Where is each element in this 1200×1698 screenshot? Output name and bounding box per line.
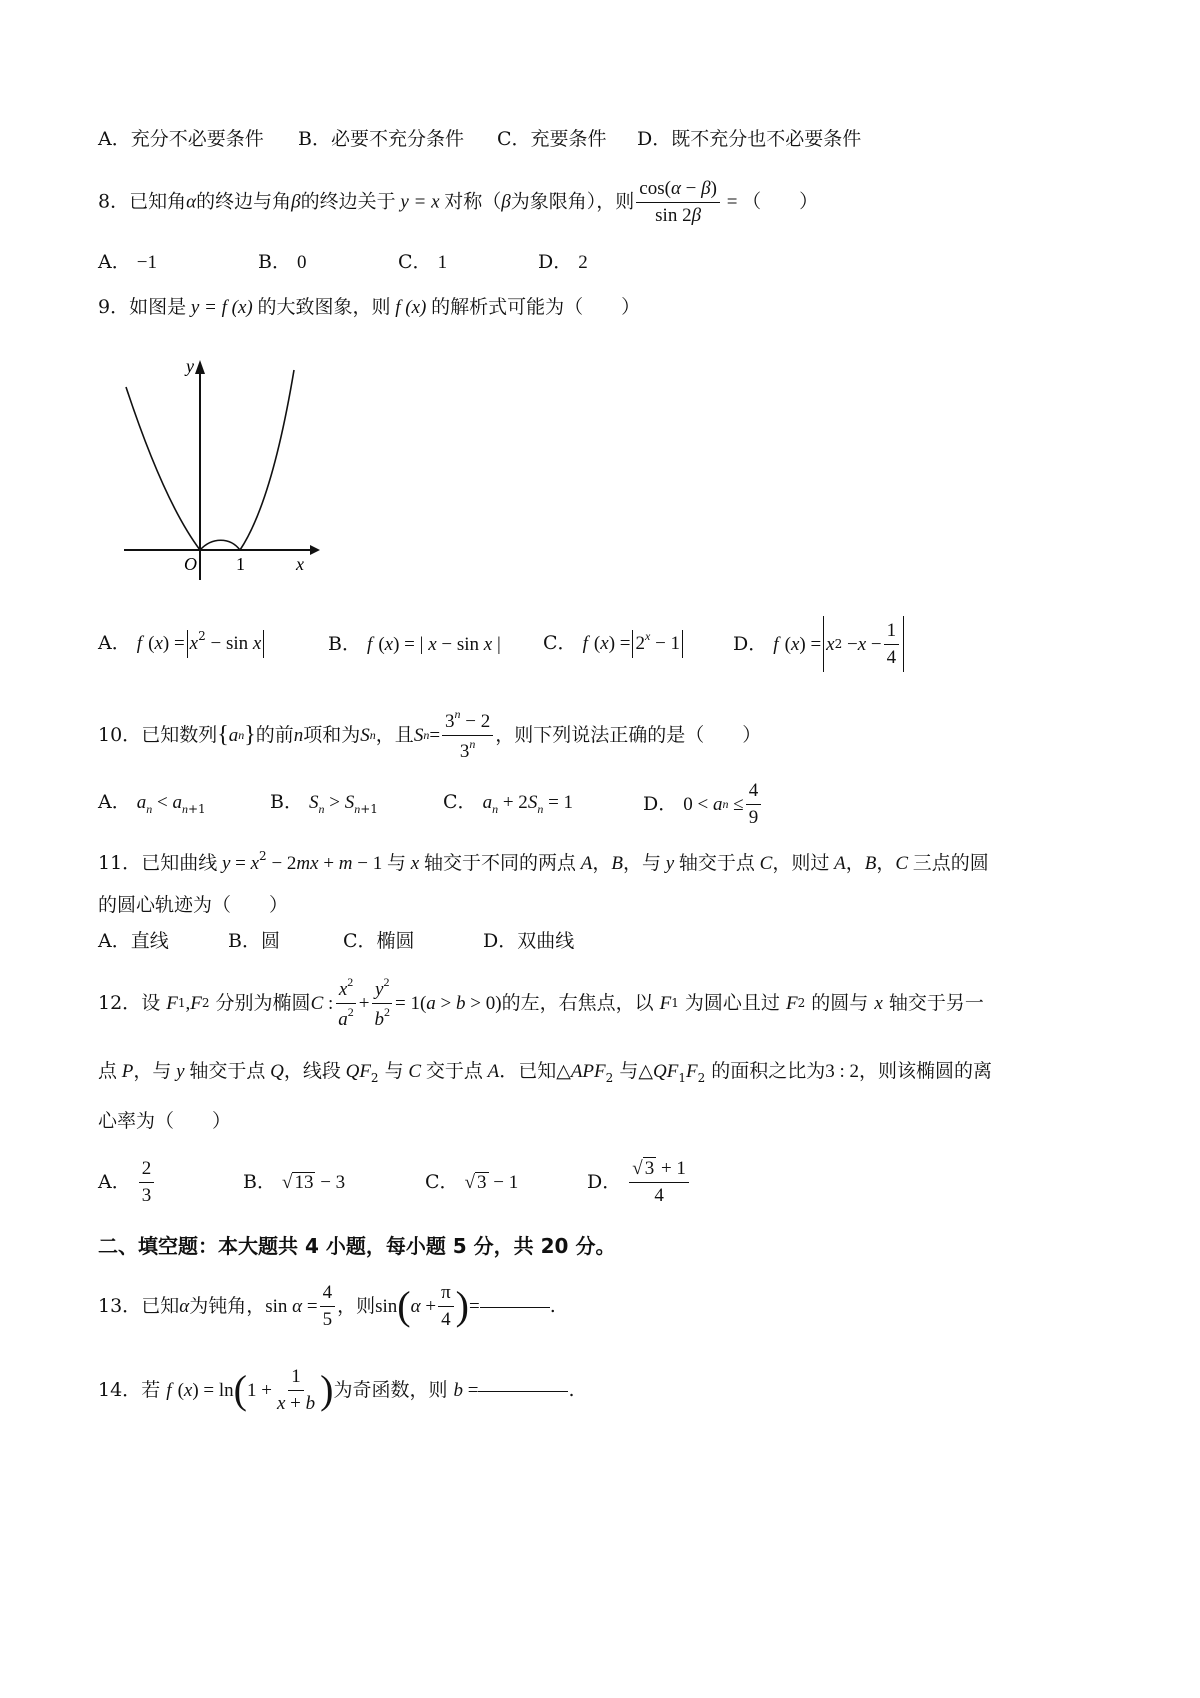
q8-paren: （ ）: [742, 190, 819, 213]
q8-beta: β: [291, 191, 301, 213]
q12-text: 的圆与: [811, 991, 869, 1014]
q12-text: ，与: [133, 1060, 172, 1082]
curve-hump: [200, 540, 240, 550]
q10-option-a: A． $a_n < a_{n+1}$: [98, 791, 206, 816]
q8-option-label: C．: [398, 251, 432, 273]
q10-option-d: D． 0 < a n ≤ $\frac{4}{9}$: [643, 780, 763, 829]
q12-options-row: [98, 1154, 691, 1210]
q13-answer-blank[interactable]: [480, 1305, 550, 1308]
y-axis-label: y: [186, 356, 194, 376]
curve-left-branch: [126, 387, 200, 550]
q10-option-c: C． $a_n + 2S_n = 1$: [443, 791, 574, 816]
q8-line-eq: y = x: [395, 191, 445, 213]
q12-option-label: C．: [425, 1171, 459, 1193]
q9-number: 9．: [98, 296, 130, 318]
q8-option-value: −1: [136, 252, 157, 273]
q11-options-row: [98, 932, 574, 951]
y-axis-arrow: [195, 360, 205, 374]
q9-option-c: C． f $(x) = 2^x - 1$: [543, 630, 733, 658]
q7-option-b: B．必要不充分条件: [298, 128, 464, 150]
q12-text: 轴交于另一: [888, 991, 984, 1014]
q8-text: 对称（: [444, 190, 502, 213]
q9-option-label: D．: [733, 632, 768, 655]
q9-option-d: D． f ( x ) = x 2 − x − $\frac{1}{4}$: [733, 616, 906, 672]
q9-option-a: A． f $(x) = x^2 - \sin x$: [98, 630, 328, 658]
q9-options-row: [98, 616, 906, 672]
q8-stem: [98, 178, 818, 227]
q11-option-c: C．椭圆: [343, 930, 415, 952]
q10-fraction: $\frac{3^n - 2}{3^n}$: [442, 708, 493, 763]
q10-text: 的前: [255, 723, 294, 746]
x-axis-label: x: [296, 554, 304, 574]
q10-option-label: C．: [443, 791, 477, 813]
q11-text: 轴交于不同的两点: [423, 852, 576, 874]
q10-options-row: [98, 776, 763, 832]
q8-text: 为象限角），则: [510, 190, 635, 213]
q12-stem-line2: 点 P，与 y 轴交于点 Q，线段 $QF_2$ 与 C 交于点 A．已知$\triangle APF_2$ 与$\triangle QF_1F_2$ 的面积之比为3 : 2，则该椭圆的离: [98, 1060, 993, 1085]
q11-text: 轴交于点: [678, 852, 755, 874]
q8-option-value: 2: [578, 252, 588, 273]
q7-option-c: C．充要条件: [497, 128, 607, 150]
q12-option-label: B．: [243, 1171, 276, 1193]
q11-text: 已知曲线: [141, 852, 218, 874]
q7-option-a: A．充分不必要条件: [98, 128, 264, 150]
q12-text: 与: [384, 1060, 404, 1082]
q12-stem: 12． 设 F 1 , F 2 分别为椭圆 C : $\frac{x^2}{a^2}$ + $\frac{y^2}{b^2}$ = 1( a > b > 0) 的左，右焦点，以 F 1 为圆心且过 F 2 的圆与 x 轴交于另一: [98, 974, 984, 1030]
origin-label: O: [184, 554, 197, 574]
q9-func: y = f (x): [186, 297, 258, 318]
q8-option-value: 1: [437, 252, 448, 273]
q10-option-b: B． $S_n > S_{n+1}$: [270, 791, 378, 816]
q14-number: 14．: [98, 1378, 142, 1401]
q10-text: ，且: [375, 723, 414, 746]
q10-text: ，则下列说法正确的是（ ）: [495, 723, 762, 746]
q11-stem: 11．已知曲线 $y = x^2 - 2mx + m - 1$ 与 x 轴交于不同的两点 A，B，与 y 轴交于点 C，则过 A，B，C 三点的圆: [98, 849, 989, 874]
section-2-heading: 二、填空题：本大题共 4 小题，每小题 5 分，共 20 分。: [98, 1234, 616, 1258]
q12-stem-line3: 心率为（ ）: [98, 1110, 232, 1132]
q9-func: f (x): [390, 297, 432, 318]
q12-option-b: B． √ 13 − 3: [243, 1171, 346, 1193]
q10-number: 10．: [98, 723, 142, 746]
q14-answer-blank[interactable]: [478, 1389, 568, 1392]
q8-option-a: [98, 253, 258, 272]
q12-option-d: D． $\frac{√ 3 + 1}{4}$: [587, 1157, 691, 1207]
q14-text: 为奇函数，则: [333, 1378, 448, 1401]
q8-options-row: [98, 253, 588, 272]
q8-option-c: [398, 253, 538, 272]
q12-text: ，则该椭圆的离: [859, 1060, 993, 1082]
q10-option-label: B．: [270, 791, 303, 813]
q12-text: 设: [141, 991, 161, 1014]
q10-stem: 10． 已知数列 { a n } 的前 n 项和为 S n ，且 S n = $\frac{3^n - 2}{3^n}$ ，则下列说法正确的是（ ）: [98, 706, 762, 762]
q10-sequence: {: [217, 722, 229, 748]
q14-end: .: [568, 1378, 575, 1401]
q12-number: 12．: [98, 991, 142, 1014]
q11-stem-line2: 的圆心轨迹为（ ）: [98, 894, 289, 916]
q12-option-label: D．: [587, 1170, 622, 1193]
q11-text: 三点的圆: [912, 852, 989, 874]
q9-option-b: B． f (x) = | x − sin x |: [328, 632, 501, 655]
q12-text: 与: [619, 1060, 639, 1082]
q13-stem: 13． 已知 α 为钝角， sin α = $\frac{4}{5}$ ，则 sin ( α + $\frac{\pi}{4}$ ) = .: [98, 1281, 556, 1330]
q11-option-a: A．直线: [98, 930, 169, 952]
q11-text: ，则过: [772, 852, 830, 874]
q12-text: 交于点: [425, 1060, 483, 1082]
q12-text: 点: [98, 1060, 118, 1082]
q13-number: 13．: [98, 1294, 142, 1317]
q9-option-label: B．: [328, 632, 361, 655]
q13-text: 已知: [141, 1294, 180, 1317]
q8-option-label: B．: [258, 251, 291, 273]
q10-option-label: A．: [98, 791, 131, 813]
q8-option-b: [258, 253, 398, 272]
curve-right-branch: [240, 370, 294, 550]
q7-options-row: [98, 130, 861, 149]
q9-text: 的解析式可能为（ ）: [431, 296, 641, 318]
q11-option-d: D．双曲线: [483, 930, 575, 952]
q8-equals: =: [721, 191, 743, 213]
q12-x-fraction: $\frac{x^2}{a^2}$: [335, 976, 357, 1031]
q8-text: 的终边关于: [300, 190, 396, 213]
q10-text: 项和为: [303, 723, 361, 746]
q11-text: ，与: [622, 852, 661, 874]
q8-beta: β: [501, 191, 511, 213]
q9-stem: [98, 298, 640, 317]
q12-text: ，线段: [283, 1060, 341, 1082]
q7-option-d: D．既不充分也不必要条件: [637, 128, 862, 150]
q11-text: 与: [386, 852, 406, 874]
q12-text: 的面积之比为: [711, 1060, 826, 1082]
q12-text: 轴交于点: [189, 1060, 266, 1082]
q9-function-graph: [104, 352, 344, 587]
q13-text: 为钝角，: [189, 1294, 266, 1317]
q9-option-label: A．: [98, 632, 131, 654]
tick-label-1: 1: [236, 554, 245, 574]
q9-text: 的大致图象，则: [257, 296, 391, 318]
x-axis-arrow: [310, 545, 320, 555]
q8-text: 的终边与角: [196, 190, 292, 213]
q8-option-label: A．: [98, 251, 131, 273]
q11-option-b: B．圆: [228, 930, 280, 952]
q12-text: ．已知: [499, 1060, 557, 1082]
q12-text: 的左，右焦点，以: [501, 991, 654, 1014]
q12-y-fraction: $\frac{y^2}{b^2}$: [372, 976, 394, 1031]
q13-text: ，则: [337, 1294, 376, 1317]
q8-alpha: α: [186, 191, 197, 213]
q10-option-label: D．: [643, 792, 678, 815]
q12-option-a: A． $\frac{2}{3}$: [98, 1158, 243, 1207]
q13-end: .: [549, 1294, 556, 1317]
q10-text: 已知数列: [141, 723, 218, 746]
q12-option-label: A．: [98, 1170, 131, 1193]
q12-text: 分别为椭圆: [215, 991, 311, 1014]
q8-number: 8．: [98, 190, 130, 213]
q8-fraction: $\frac{\cos(\alpha - \beta)}{\sin 2\beta}$: [636, 178, 720, 227]
q8-option-d: [538, 253, 588, 272]
q14-stem: 14． 若 f ( x ) = ln ( 1 + $\frac{1}{x + b}$ ) 为奇函数，则 b = .: [98, 1365, 575, 1414]
q9-text: 如图是: [129, 296, 187, 318]
q8-option-value: 0: [297, 252, 307, 273]
q14-text: 若: [141, 1378, 161, 1401]
q8-text: 已知角: [129, 190, 187, 213]
q12-text: 为圆心且过: [684, 991, 780, 1014]
q11-number: 11．: [98, 852, 142, 874]
q8-option-label: D．: [538, 251, 573, 273]
q12-option-c: C． √ 3 − 1: [425, 1171, 519, 1193]
q9-option-label: C．: [543, 632, 577, 654]
